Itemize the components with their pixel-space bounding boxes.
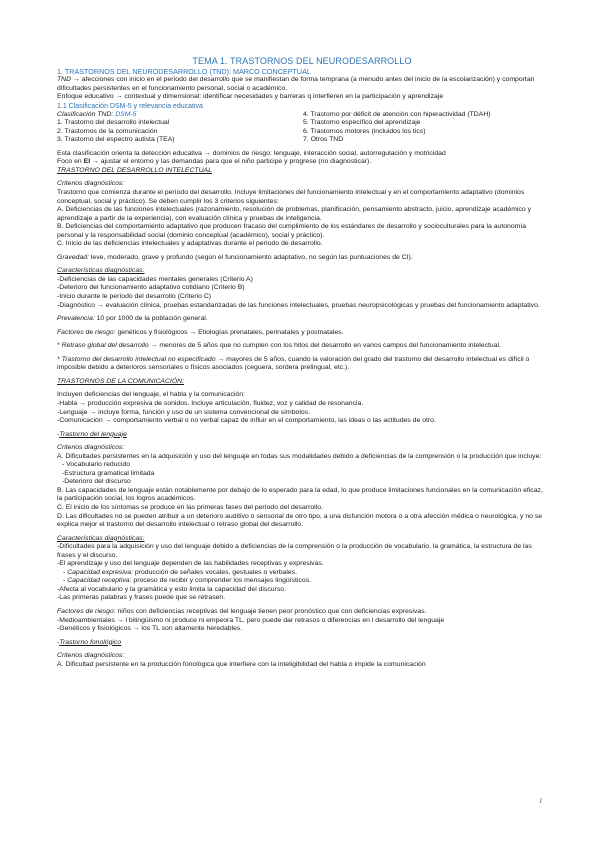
gravedad-label: Gravedad: bbox=[57, 253, 89, 261]
clasif-dsm: DSM-5 bbox=[115, 110, 137, 118]
lenguaje-criterio-b: B. Las capacidades de lenguaje están notablemente por debajo de lo esperado para la edad, lo que produce limitaciones funcionales en la comunicación eficaz, la participación social, los logros académicos. bbox=[57, 486, 543, 503]
tdi-criterio-b: B. Deficiencias del comportamiento adaptativo que producen fracaso del cumplimiento de los estándares de desarrollo y socioculturales para la autonomía personal y la responsabilidad social (dominio conceptual (académico), social y práctico). bbox=[57, 223, 527, 239]
lenguaje-caract-label: Características diagnósticas: bbox=[57, 534, 145, 542]
lenguaje-caract-item: -Dificultades para la adquisición y uso del lenguaje debido a deficiencias de la comprensión o la producción de vocabulario, la gramática, la estructura de las frases y el discurso. bbox=[57, 543, 532, 559]
tdi-riesgo bbox=[57, 329, 547, 338]
com-item: -Lenguaje → incluye forma, función y uso de un sistema convencional de símbolos. bbox=[57, 408, 310, 416]
riesgo-text: genéticos y fisiológicos → Etiologías prenatales, perinatales y postnatales. bbox=[115, 328, 344, 336]
tdi-caract-item: -Deficiencias de las capacidades mentales generales (Criterio A) bbox=[57, 275, 253, 283]
tdi-caract-item: -Diagnóstico → evaluación clínica, pruebas estandarizadas de las funciones intelectuales, pruebas neuropsicológicas y pruebas del funcionamiento adaptativo. bbox=[57, 301, 540, 309]
fonologico-criterios-label: Criterios diagnósticos: bbox=[57, 652, 125, 660]
lenguaje-sub-item: -Estructura gramatical limitada bbox=[62, 469, 155, 477]
tdi-retraso bbox=[57, 342, 547, 351]
clasif-item: 4. Trastorno por déficit de atención con hiperactividad (TDAH) bbox=[303, 110, 491, 118]
lenguaje-expresiva: - Capacidad expresiva: producción de señales vocales, gestuales o verbales. bbox=[63, 568, 297, 576]
lenguaje-criterio-c: C. El inicio de los síntomas se produce en las primeras fases del período del desarrollo. bbox=[57, 503, 323, 511]
receptiva-text: proceso de recibir y comprender los mensajes lingüísticos. bbox=[131, 577, 312, 585]
foco-text bbox=[57, 158, 547, 167]
riesgo-label: Factores de riesgo: bbox=[57, 328, 116, 336]
receptiva-label: Capacidad receptiva: bbox=[67, 577, 132, 585]
lenguaje-riesgo-text: niños con deficiencias receptivas del lenguaje tienen peor pronóstico que con deficiencias expresivas. bbox=[115, 607, 427, 615]
prevalencia-label: Prevalencia: bbox=[57, 315, 95, 323]
fonologico-criterio-a: A. Dificultad persistente en la producción fonológica que interfiere con la inteligibilidad del habla o impide la comunicación bbox=[57, 660, 426, 668]
document-content bbox=[57, 56, 547, 669]
tdi-criterios-label: Criterios diagnósticos: bbox=[57, 180, 125, 188]
lenguaje-riesgo-label: Factores de riesgo: bbox=[57, 607, 116, 615]
tdi-caract-label: Características diagnósticas: bbox=[57, 267, 145, 275]
lenguaje-riesgo bbox=[57, 608, 547, 617]
expresiva-text: producción de señales vocales, gestuales o verbales. bbox=[133, 568, 297, 576]
tnd-text: → afecciones con inicio en el período del desarrollo que se manifiestan de forma temprana (a menudo antes del inicio de la escolarización) y comportan dificultades persistentes en el funcionamiento personal, social o académico. bbox=[57, 76, 535, 92]
lenguaje-riesgo-item: -Medioambientales → l bilingüismo ni produce ni empeora TL, pero puede dar retrasos o diferencias en l desarrollo del lenguaje bbox=[57, 616, 445, 624]
page-number: 1 bbox=[539, 797, 543, 805]
foco-pre: Foco en bbox=[57, 158, 84, 166]
tdi-criterio-a: A. Deficiencias de las funciones intelectuales (razonamiento, resolución de problemas, planificación, pensamiento abstracto, juicio, aprendizaje académico y aprendizaje a partir de la experiencia), con evaluación clínica y pruebas de inteligencia. bbox=[57, 206, 531, 222]
tdi-heading: TRASTORNO DEL DESARROLLO INTELECTUAL bbox=[57, 166, 212, 174]
lenguaje-riesgo-item: -Genéticos y fisiológicos → los TL son altamente heredables. bbox=[57, 625, 243, 633]
lenguaje-sub-item: - Vocabulario reducido bbox=[62, 461, 131, 469]
lenguaje-sub-item: -Deterioro del discurso bbox=[62, 478, 131, 486]
expresiva-label: Capacidad expresiva: bbox=[67, 568, 134, 576]
tdi-gravedad bbox=[57, 254, 547, 263]
clasif-item: 3. Trastorno del espectro autista (TEA) bbox=[57, 136, 175, 144]
tdi-criterio-c: C. Inicio de las deficiencias intelectuales y adaptativas durante el período de desarrollo. bbox=[57, 240, 323, 248]
lenguaje-heading-text: Trastorno del lenguaje bbox=[59, 430, 127, 438]
clasif-item: 5. Trastorno específico del aprendizaje bbox=[303, 119, 421, 127]
intro-tnd bbox=[57, 76, 547, 93]
foco-post: → ajustar el entorno y las demandas para que el niño participe y progrese (no diagnosticar). bbox=[90, 158, 372, 166]
noesp-label: * Trastorno del desarrollo intelectual no especificado bbox=[57, 355, 216, 363]
tdi-caract-item: -Inicio durante le período del desarrollo (Criterio C) bbox=[57, 293, 212, 301]
com-item: -Habla → producción expresiva de sonidos. Incluye articulación, fluidez, voz y calidad de resonancia. bbox=[57, 399, 364, 407]
tdi-noesp bbox=[57, 356, 547, 373]
intro-enfoque: Enfoque educativo → contextual y dimensional: identificar necesidades y barreras q interfieren en la participación y aprendizaje bbox=[57, 93, 444, 101]
tdi-criterios-intro: Trastorno que comienza durante el período del desarrollo. Incluye limitaciones del funcionamiento intelectual y en el comportamiento adaptativo (dominios conceptual, social y práctico). Se deben cumplir los 3 criterios siguientes: bbox=[57, 189, 525, 205]
tnd-label: TND bbox=[57, 76, 72, 83]
lenguaje-caract-item: -Afecta al vocabulario y la gramática y esto limita la capacidad del discurso. bbox=[57, 585, 286, 593]
foco-bold: EI bbox=[83, 158, 91, 166]
lenguaje-receptiva: - Capacidad receptiva: proceso de recibir y comprender los mensajes lingüísticos. bbox=[63, 577, 312, 585]
tdi-caract-item: -Deterioro del funcionamiento adaptativo cotidiano (Criterio B) bbox=[57, 284, 245, 292]
clasif-right-col bbox=[301, 111, 547, 145]
clasif-list bbox=[57, 111, 547, 145]
lenguaje-heading: -Trastorno del lenguaje bbox=[57, 430, 127, 438]
clasif-label: Clasificación TND: bbox=[57, 110, 116, 118]
section-heading: 1. TRASTORNOS DEL NEURODESARROLLO (TND): MARCO CONCEPTUAL bbox=[57, 67, 311, 76]
com-intro: Incluyen deficiencias del lenguaje, el habla y la comunicación: bbox=[57, 391, 245, 399]
clasif-item: 7. Otros TND bbox=[303, 136, 344, 144]
lenguaje-caract-item: -El aprendizaje y uso del lenguaje dependen de las habilidades receptivas y expresivas. bbox=[57, 560, 324, 568]
retraso-text: → menores de 5 años que no cumplen con los hitos del desarrollo en varios campos del funcionamiento intelectual. bbox=[148, 342, 501, 350]
page-title: TEMA 1. TRASTORNOS DEL NEURODESARROLLO bbox=[192, 56, 412, 66]
tdi-prevalencia bbox=[57, 315, 547, 324]
clasif-left-col bbox=[57, 111, 301, 145]
noesp-text: → mayores de 5 años, cuando la valoración del grado del trastorno del desarrollo intelectual es difícil o imposible debido a deterioros sensoriales o físicos asociados (ceguera, sordera prelingual, etc.). bbox=[57, 355, 530, 372]
lenguaje-criterio-a: A. Dificultades persistentes en la adquisición y uso del lenguaje en todas sus modalidades debido a deficiencias de la comprensión o la producción que incluye: bbox=[57, 452, 542, 460]
subsection-heading: 1.1 Clasificación DSM-5 y relevancia educativa bbox=[57, 102, 203, 110]
prevalencia-text: 10 por 1000 de la población general. bbox=[94, 315, 208, 323]
orienta-text: Esta clasificación orienta la detección educativa → dominios de riesgo: lenguaje, interacción social, autorregulación y motricidad bbox=[57, 149, 446, 157]
fonologico-heading-text: Trastorno fonológico bbox=[59, 638, 122, 646]
com-item: -Comunicación → comportamiento verbal o no verbal capaz de influir en el comportamiento, las ideas o las actitudes de otro. bbox=[57, 417, 436, 425]
gravedad-text: leve, moderado, grave y profundo (según el funcionamiento adaptativo, no según las puntuaciones de CI). bbox=[88, 253, 413, 261]
lenguaje-caract-item: -Las primeras palabras y frases puede que se retrasen. bbox=[57, 594, 226, 602]
lenguaje-criterio-d: D. Las dificultades no se pueden atribuir a un deterioro auditivo o sensorial de otro tipo, a una disfunción motora o a otra afección médica o neurológica, y no se explica mejor el trastorno del desarrollo intelectual o retraso global del desarrollo. bbox=[57, 512, 543, 529]
fonologico-heading: -Trastorno fonológico bbox=[57, 638, 122, 646]
clasif-item: 2. Trastornos de la comunicación bbox=[57, 127, 158, 135]
com-heading: TRASTORNOS DE LA COMUNICACIÓN: bbox=[57, 377, 185, 385]
retraso-label: * Retraso global del desarrollo bbox=[57, 342, 149, 350]
clasif-item: 1. Trastorno del desarrollo intelectual bbox=[57, 119, 170, 127]
lenguaje-criterios-label: Criterios diagnósticos: bbox=[57, 444, 125, 452]
clasif-item: 6. Trastornos motores (incluidos los tics) bbox=[303, 127, 426, 135]
